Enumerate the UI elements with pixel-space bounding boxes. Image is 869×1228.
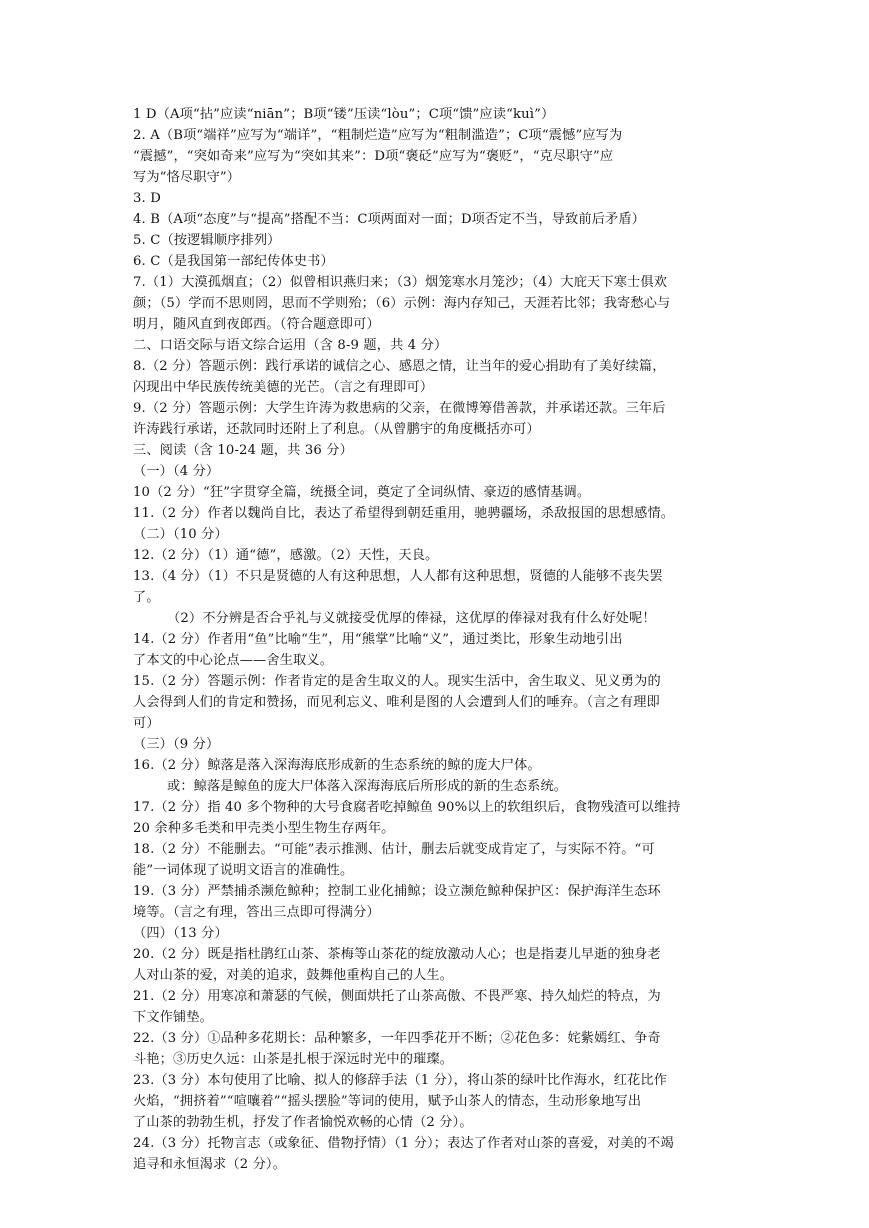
answer-line: 颜；（5）学而不思则罔，思而不学则殆；（6）示例：海内存知己，天涯若比邻；我寄愁心与 xyxy=(133,296,671,311)
answer-line: 21.（2 分）用寒凉和萧瑟的气候，侧面烘托了山茶高傲、不畏严寒、持久灿烂的特点，为 xyxy=(133,989,661,1004)
answer-line: 许涛践行承诺，还款同时还附上了利息。（从曾鹏宇的角度概括亦可） xyxy=(133,422,540,437)
answer-line: 了。 xyxy=(133,590,160,605)
answer-line: 5. C（按逻辑顺序排列） xyxy=(133,233,281,248)
answer-line: 1 D（A项“拈”应读“niān”；B项“镂”压读“lòu”；C项“馈”应读“kuì”） xyxy=(133,107,555,122)
answer-line: 6. C（是我国第一部纪传体史书） xyxy=(133,254,334,269)
answer-line: 19.（3 分）严禁捕杀濒危鲸种；控制工业化捕鲸；设立濒危鲸种保护区：保护海洋生态环 xyxy=(133,884,661,899)
answer-key-document xyxy=(133,104,741,1175)
answer-line: 16.（2 分）鲸落是落入深海海底形成新的生态系统的鲸的庞大尸体。 xyxy=(133,758,541,773)
answer-line: 11.（2 分）作者以魏尚自比，表达了希望得到朝廷重用，驰骋疆场，杀敌报国的思想感情。 xyxy=(133,506,675,521)
answer-line: 23.（3 分）本句使用了比喻、拟人的修辞手法（1 分），将山茶的绿叶比作海水，红花比作 xyxy=(133,1073,668,1088)
answer-line: 2. A（B项“端祥”应写为“端详”，“粗制烂造”应写为“粗制滥造”；C项“震憾”应写为 xyxy=(133,128,623,143)
answer-line: 10（2 分）“狂”字贯穿全篇，统摄全词，奠定了全词纵情、豪迈的感情基调。 xyxy=(133,485,591,500)
answer-line: 或：鲸落是鲸鱼的庞大尸体落入深海海底后所形成的新的生态系统。 xyxy=(167,779,568,794)
answer-line: （一）（4 分） xyxy=(133,464,220,479)
answer-line: 写为“恪尽职守”） xyxy=(133,170,241,185)
answer-line: 火焰，“拥挤着”“喧嚷着”“摇头摆脸”等词的使用，赋予山茶人的情态，生动形象地写出 xyxy=(133,1094,642,1109)
answer-line: 人对山茶的爱，对美的追求，鼓舞他重构自己的人生。 xyxy=(133,968,454,983)
answer-line: （三）（9 分） xyxy=(133,737,220,752)
answer-line: 22.（3 分）①品种多花期长：品种繁多，一年四季花开不断；②花色多：姹紫嫣红、争奇 xyxy=(133,1031,661,1046)
answer-line: 12.（2 分）（1）通“德”，感激。（2）天性，天良。 xyxy=(133,548,439,563)
answer-line: （二）（10 分） xyxy=(133,527,228,542)
answer-line: 7.（1）大漠孤烟直；（2）似曾相识燕归来；（3）烟笼寒水月笼沙；（4）大庇天下寒士俱欢 xyxy=(133,275,668,290)
answer-line: 20.（2 分）既是指杜鹃红山茶、茶梅等山茶花的绽放激动人心；也是指妻儿早逝的独身老 xyxy=(133,947,661,962)
answer-line: （四）（13 分） xyxy=(133,926,228,941)
answer-line: 能”一词体现了说明文语言的准确性。 xyxy=(133,863,354,878)
answer-line: 24.（3 分）托物言志（或象征、借物抒情）（1 分）；表达了作者对山茶的喜爱，对美的不竭 xyxy=(133,1136,674,1151)
answer-line: 闪现出中华民族传统美德的光芒。（言之有理即可） xyxy=(133,380,434,395)
answer-line: 8.（2 分）答题示例：践行承诺的诚信之心、感恩之情，让当年的爱心捐助有了美好续篇， xyxy=(133,359,666,374)
answer-line: 明月，随风直到夜郎西。（符合题意即可） xyxy=(133,317,380,332)
answer-line: 三、阅读（含 10-24 题，共 36 分） xyxy=(133,443,353,458)
answer-line: 20 余种多毛类和甲壳类小型生物生存两年。 xyxy=(133,821,395,836)
answer-line: 了山茶的勃勃生机，抒发了作者愉悦欢畅的心情（2 分）。 xyxy=(133,1115,473,1130)
answer-line: 境等。（言之有理，答出三点即可得满分） xyxy=(133,905,380,920)
answer-line: “震撼”，“突如奇来”应写为“突如其来”：D项“褒砭”应写为“褒贬”，“克尽职守”应 xyxy=(133,149,614,164)
answer-line: 了本文的中心论点——舍生取义。 xyxy=(133,653,334,668)
answer-line: 二、口语交际与语文综合运用（含 8-9 题，共 4 分） xyxy=(133,338,448,353)
answer-line: 人会得到人们的肯定和赞扬，而见利忘义、唯利是图的人会遭到人们的唾弃。（言之有理即 xyxy=(133,695,660,710)
answer-line: 18.（2 分）不能删去。“可能”表示推测、估计，删去后就变成肯定了，与实际不符。“可 xyxy=(133,842,655,857)
answer-line: 可） xyxy=(133,716,160,731)
answer-line: 14.（2 分）作者用“鱼”比喻“生”，用“熊掌”比喻“义”，通过类比，形象生动地引出 xyxy=(133,632,623,647)
answer-line: 追寻和永恒渴求（2 分）。 xyxy=(133,1157,286,1172)
answer-line: 下文作铺垫。 xyxy=(133,1010,214,1025)
answer-line: （2）不分辨是否合乎礼与义就接受优厚的俸禄，这优厚的俸禄对我有什么好处呢！ xyxy=(167,611,656,626)
answer-line: 3. D xyxy=(133,191,161,206)
answer-line: 4. B（A项“态度”与“提高”搭配不当：C项两面对一面；D项否定不当，导致前后矛盾） xyxy=(133,212,646,227)
answer-line: 15.（2 分）答题示例：作者肯定的是舍生取义的人。现实生活中，舍生取义、见义勇为的 xyxy=(133,674,661,689)
answer-line: 17.（2 分）指 40 多个物种的大号食腐者吃掉鲸鱼 90%以上的软组织后，食物残渣可以维持 xyxy=(133,800,681,815)
answer-line: 9.（2 分）答题示例：大学生许涛为救患病的父亲，在微博筹借善款，并承诺还款。三年后 xyxy=(133,401,666,416)
answer-line: 13.（4 分）（1）不只是贤德的人有这种思想，人人都有这种思想，贤德的人能够不丧失罢 xyxy=(133,569,663,584)
answer-line: 斗艳；③历史久远：山茶是扎根于深远时光中的璀璨。 xyxy=(133,1052,454,1067)
